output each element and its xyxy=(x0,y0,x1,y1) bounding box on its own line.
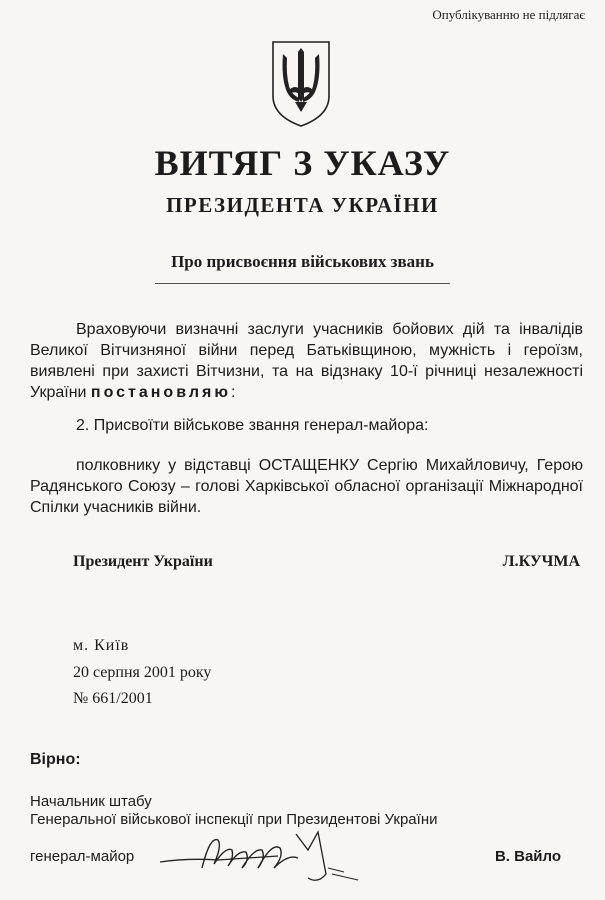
document-subject: Про присвоєння військових звань xyxy=(171,252,434,271)
certifier-name: В. Вайло xyxy=(494,848,561,865)
issue-date: 20 серпня 2001 року xyxy=(73,664,212,681)
certification-label: Вірно: xyxy=(30,751,81,768)
document-issuer: ПРЕЗИДЕНТА УКРАЇНИ xyxy=(166,193,439,217)
signatory-position: Президент України xyxy=(73,553,213,570)
issue-place: м. Київ xyxy=(73,637,130,654)
certifier-rank: генерал-майор xyxy=(30,848,135,865)
signatory-name: Л.КУЧМА xyxy=(502,553,580,570)
decree-item-paragraph: 2. Присвоїти військове звання генерал-майора: xyxy=(76,417,429,434)
preamble-text: Враховуючи визначні заслуги учасників бойових дій та інвалідів Великої Вітчизняної війни перед Батьківщиною, мужність і героїзм, виявлені при захисті Вітчизни, та на відзнаку 10-ї річниці незалежності України xyxy=(30,321,583,401)
preamble-end: : xyxy=(231,384,236,401)
decree-number: № 661/2001 xyxy=(73,690,153,707)
decree-keyword: постановляю xyxy=(90,384,231,401)
handwritten-signature-icon xyxy=(158,828,368,890)
subject-underline xyxy=(155,283,450,284)
certifier-position-line2: Генеральної військової інспекції при Президентові України xyxy=(30,811,438,828)
distribution-notice: Опублікуванню не підлягає xyxy=(432,7,585,22)
trident-coat-of-arms-icon xyxy=(269,38,333,128)
preamble-paragraph xyxy=(30,319,583,403)
certifier-position-line1: Начальник штабу xyxy=(30,793,152,810)
awardee-paragraph: полковнику у відставці ОСТАЩЕНКУ Сергію Михайловичу, Герою Радянського Союзу – голові Харківської обласної організації Міжнародної Спілки учасників війни. xyxy=(30,457,583,516)
document-title: ВИТЯГ З УКАЗУ xyxy=(154,143,451,183)
